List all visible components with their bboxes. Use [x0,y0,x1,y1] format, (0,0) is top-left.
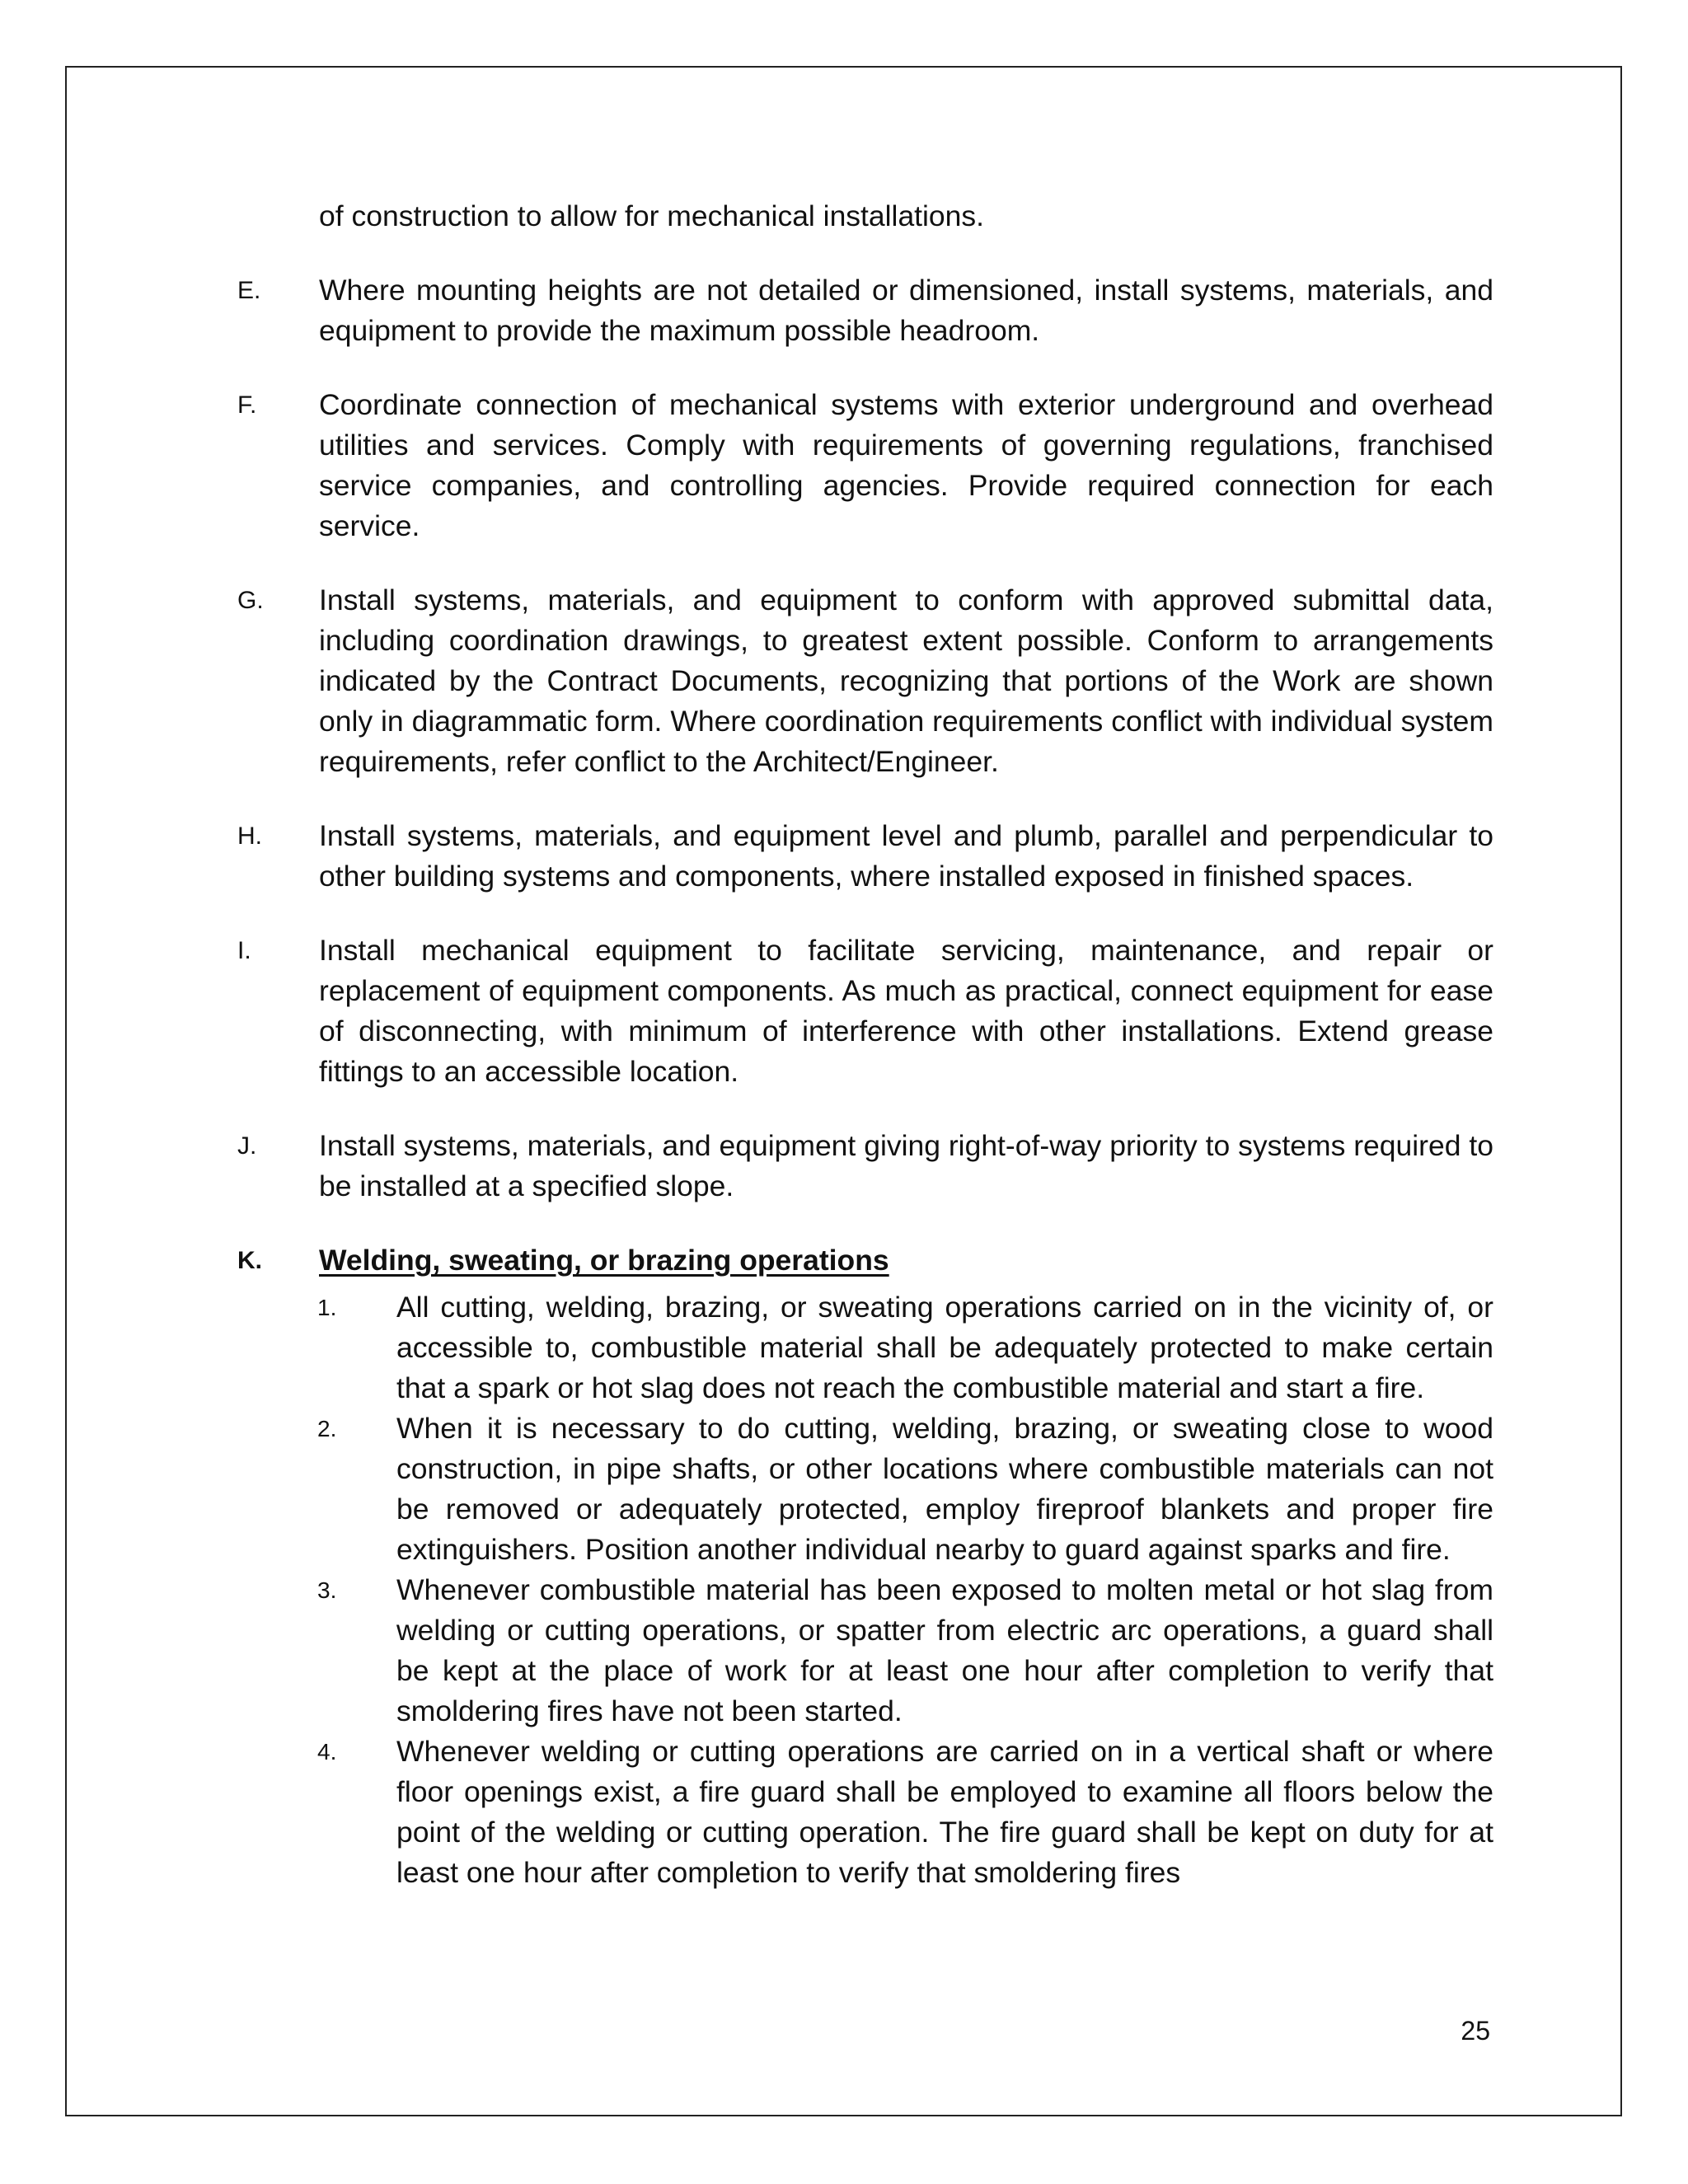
sublist-item-number: 4. [317,1739,337,1765]
list-item-letter: E. [237,277,261,304]
sublist-item-text: Whenever welding or cutting operations are carried on in a vertical shaft or where floor openings exist, a fire guard shall be employed to examine all floors below the point of the welding or cutting operation. The fire guard shall be kept on duty for at least one hour after completion to verify that smoldering fires [396,1735,1493,1889]
list-item-i [237,930,1493,1092]
sublist-item-text: When it is necessary to do cutting, welding, brazing, or sweating close to wood construction, in pipe shafts, or other locations where combustible materials can not be removed or adequately protected, employ fireproof blankets and proper fire extinguishers. Position another individual nearby to guard against sparks and fire. [396,1412,1493,1566]
list-item-e [237,270,1493,351]
continued-paragraph-text: of construction to allow for mechanical installations. [319,199,985,232]
continued-paragraph [237,196,1493,237]
sublist-item-text: Whenever combustible material has been exposed to molten metal or hot slag from welding or cutting operations, or spatter from electric arc operations, a guard shall be kept at the place of work for at least one hour after completion to verify that smoldering fires have not been started. [396,1573,1493,1727]
list-item-text: Coordinate connection of mechanical systems with exterior underground and overhead utilities and services. Comply with requirements of governing regulations, franchised service companies, and controlling agencies. Provide required connection for each service. [319,388,1493,542]
list-item-letter: G. [237,587,264,614]
section-k [237,1240,1493,1281]
page-number: 25 [1461,2016,1490,2046]
document-body [237,196,1493,1893]
section-k-heading: Welding, sweating, or brazing operations [319,1244,889,1277]
sublist-item-4 [317,1732,1493,1893]
sublist-item-number: 2. [317,1416,337,1441]
list-item-f [237,385,1493,546]
list-item-g [237,580,1493,782]
sublist-item-number: 1. [317,1295,337,1320]
sublist-item-3 [317,1570,1493,1732]
sublist-item-number: 3. [317,1577,337,1603]
list-item-letter: J. [237,1132,257,1160]
sublist-item-1 [317,1287,1493,1408]
list-item-text: Install systems, materials, and equipment level and plumb, parallel and perpendicular to other building systems and components, where installed exposed in finished spaces. [319,819,1493,893]
list-item-letter: I. [237,937,251,964]
list-item-text: Install systems, materials, and equipment giving right-of-way priority to systems required to be installed at a specified slope. [319,1129,1493,1202]
sublist-item-2 [317,1408,1493,1570]
sublist-item-text: All cutting, welding, brazing, or sweating operations carried on in the vicinity of, or accessible to, combustible material shall be adequately protected to make certain that a spark or hot slag does not reach the combustible material and start a fire. [396,1291,1493,1404]
list-item-text: Install mechanical equipment to facilitate servicing, maintenance, and repair or replacement of equipment components. As much as practical, connect equipment for ease of disconnecting, with minimum of interference with other installations. Extend grease fittings to an accessible location. [319,934,1493,1088]
list-item-text: Install systems, materials, and equipment to conform with approved submittal data, including coordination drawings, to greatest extent possible. Conform to arrangements indicated by the Contract Documents, recognizing that portions of the Work are shown only in diagrammatic form. Where coordination requirements conflict with individual system requirements, refer conflict to the Architect/Engineer. [319,583,1493,778]
section-k-letter: K. [237,1247,262,1274]
list-item-h [237,816,1493,897]
list-item-j [237,1126,1493,1207]
list-item-letter: F. [237,391,257,419]
section-k-sublist [237,1287,1493,1893]
list-item-letter: H. [237,823,262,850]
list-item-text: Where mounting heights are not detailed or dimensioned, install systems, materials, and equipment to provide the maximum possible headroom. [319,274,1493,347]
